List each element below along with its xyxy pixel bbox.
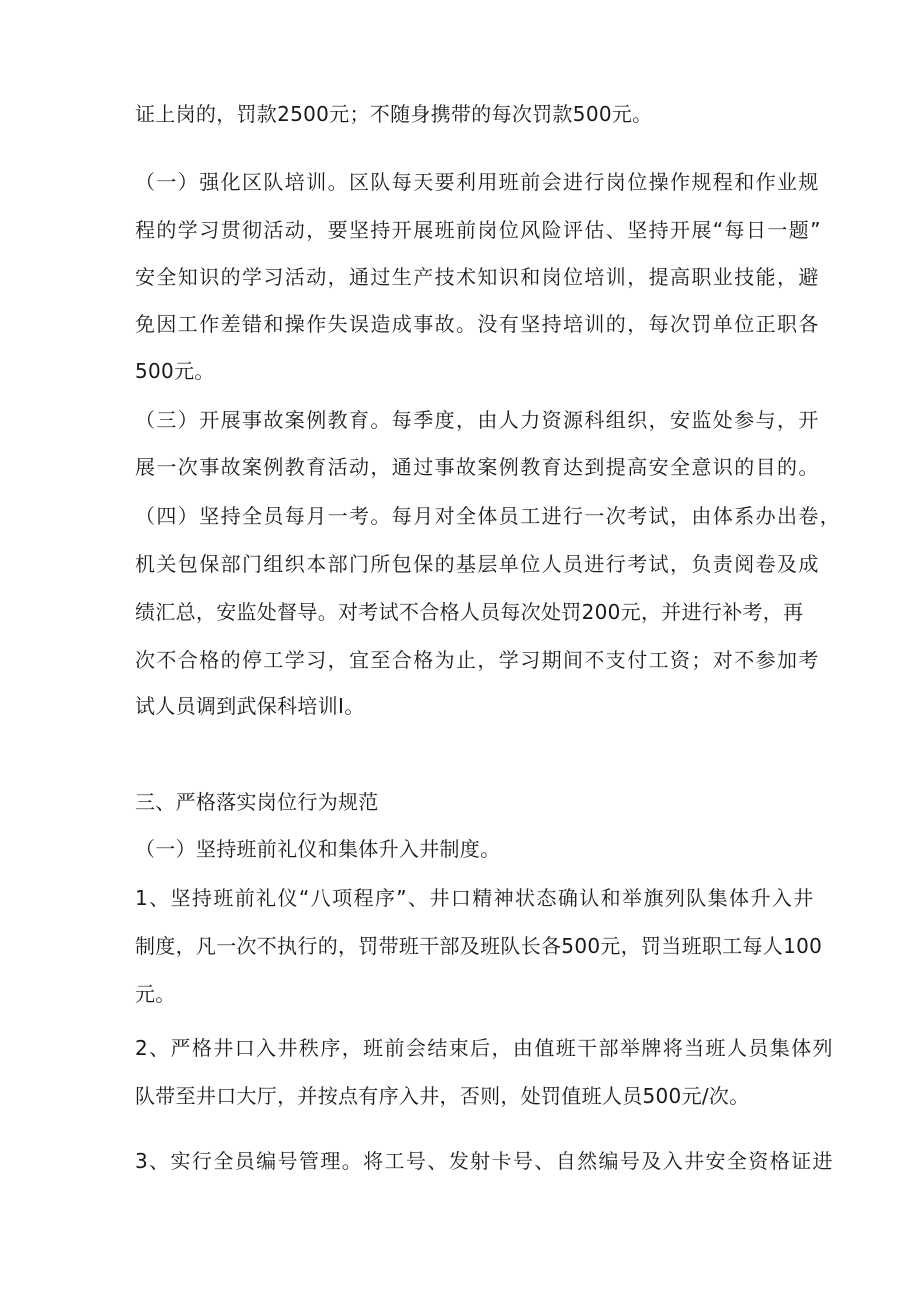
text-line: 次不合格的停工学习，宜至合格为止，学习期间不支付工资；对不参加考 [135, 648, 820, 672]
text-line: 1、坚持班前礼仪“八项程序”、井口精神状态确认和举旗列队集体升入井 [135, 886, 815, 910]
text-line: 机关包保部门组织本部门所包保的基层单位人员进行考试，负责阅卷及成 [135, 552, 820, 576]
text-line: 绩汇总，安监处督导。对考试不合格人员每次处罚200元，并进行补考，再 [135, 600, 804, 624]
section-heading: 三、严格落实岗位行为规范 [135, 790, 379, 814]
text-line: （一）强化区队培训。区队每天要利用班前会进行岗位操作规程和作业规 [135, 170, 820, 194]
text-line: 免因工作差错和操作失误造成事故。没有坚持培训的，每次罚单位正职各 [135, 312, 820, 336]
text-line: 500元。 [135, 359, 215, 383]
text-line: （四）坚持全员每月一考。每月对全体员工进行一次考试，由体系办出卷， [135, 504, 842, 528]
text-line: 队带至井口大厅，并按点有序入井，否则，处罚值班人员500元/次。 [135, 1084, 750, 1108]
text-line: 制度，凡一次不执行的，罚带班干部及班队长各500元，罚当班职工每人100 [135, 934, 823, 958]
text-line: 展一次事故案例教育活动，通过事故案例教育达到提高安全意识的目的。 [135, 455, 820, 479]
text-line: 3、实行全员编号管理。将工号、发射卡号、自然编号及入井安全资格证进 [135, 1149, 834, 1173]
text-line: 安全知识的学习活动，通过生产技术知识和岗位培训，提高职业技能，避 [135, 265, 820, 289]
text-line: 2、严格井口入井秩序，班前会结束后，由值班干部举牌将当班人员集体列 [135, 1036, 834, 1060]
text-line: （三）开展事故案例教育。每季度，由人力资源科组织，安监处参与，开 [135, 408, 820, 432]
text-line: 元。 [135, 982, 176, 1006]
text-line: （一）坚持班前礼仪和集体升入井制度。 [135, 837, 501, 861]
text-line: 证上岗的，罚款2500元；不随身携带的每次罚款500元。 [135, 102, 653, 126]
text-line: 试人员调到武保科培训I。 [135, 694, 365, 718]
text-line: 程的学习贯彻活动，要坚持开展班前岗位风险评估、坚持开展“每日一题” [135, 218, 822, 242]
